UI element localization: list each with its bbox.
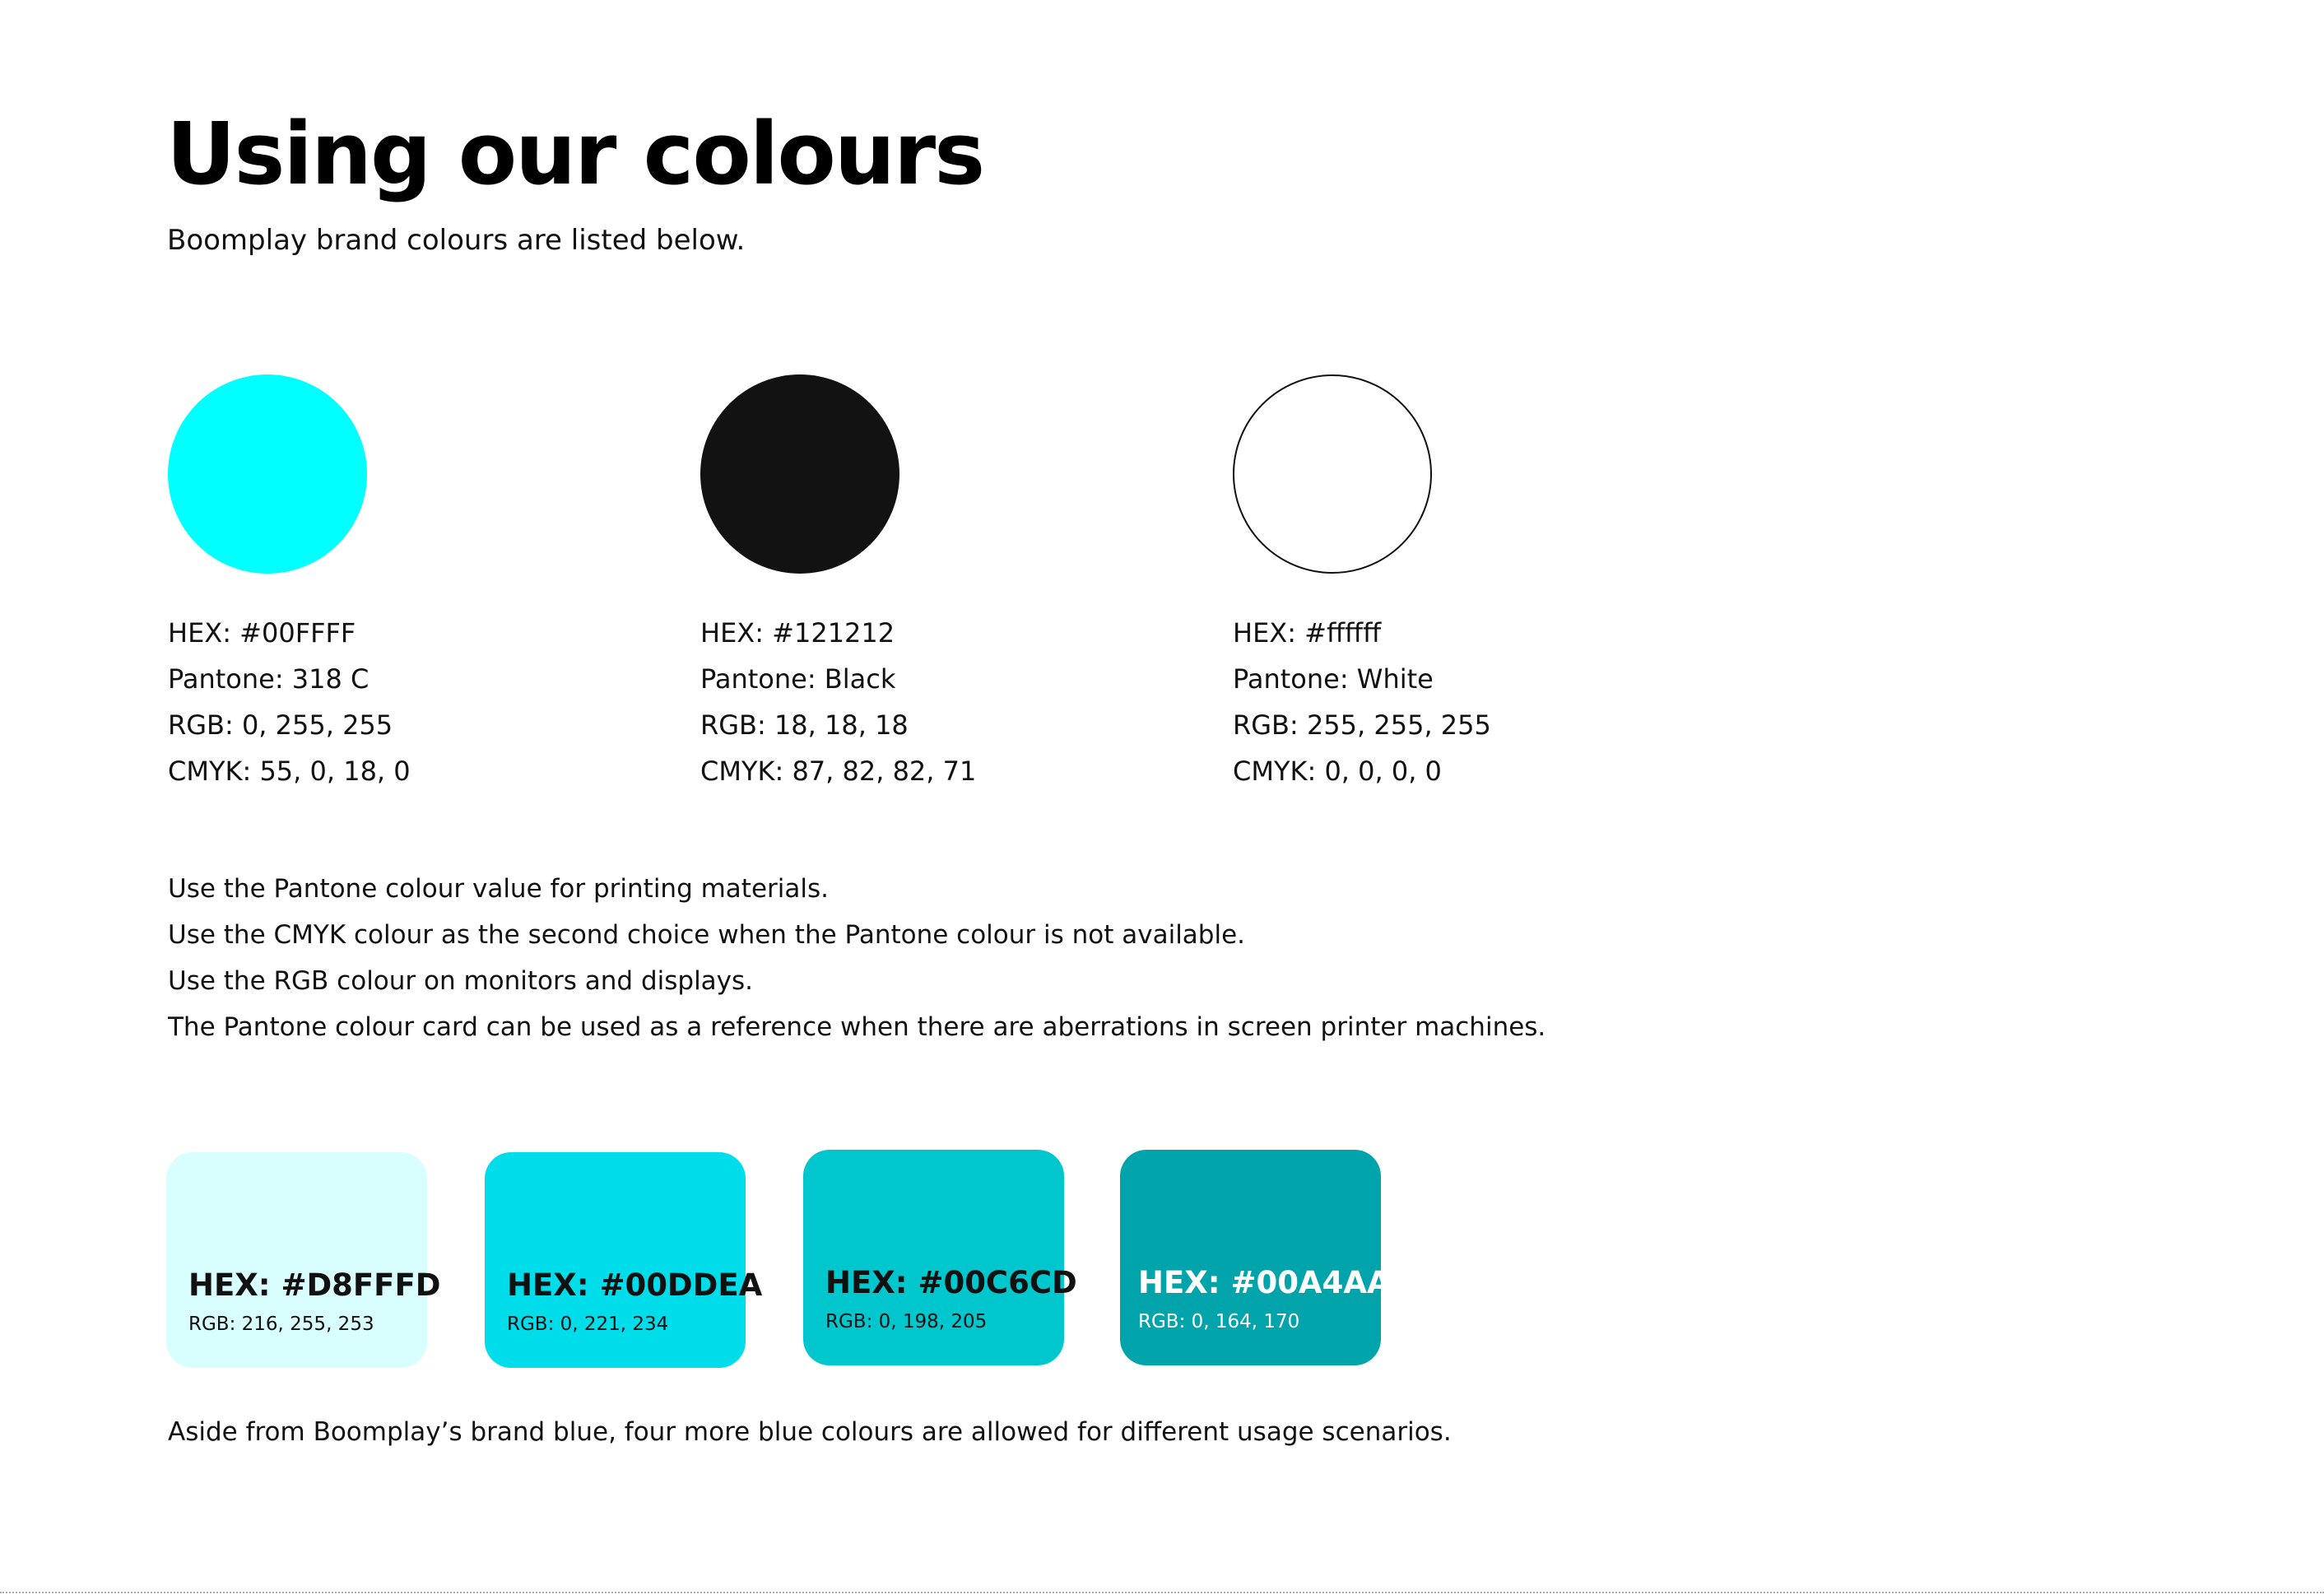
hex-value: HEX: #00FFFF: [168, 617, 356, 649]
colour-spec-list: [1233, 610, 1694, 794]
tint-hex-value: HEX: #00DDEA: [507, 1267, 763, 1303]
brand-colour-cyan: [168, 374, 629, 794]
page-divider: [0, 1592, 2324, 1593]
tints-footnote: Aside from Boomplay’s brand blue, four more blue colours are allowed for different usage scenarios.: [168, 1417, 1452, 1447]
tint-rgb-value: RGB: 0, 198, 205: [825, 1311, 988, 1332]
guideline-line: Use the Pantone colour value for printing materials.: [168, 874, 830, 904]
page-title: Using our colours: [166, 104, 984, 204]
brand-colour-black: [700, 374, 1161, 794]
page-subtitle: Boomplay brand colours are listed below.: [167, 224, 746, 257]
pantone-value: Pantone: 318 C: [168, 663, 370, 695]
cmyk-value: CMYK: 55, 0, 18, 0: [168, 756, 411, 787]
colour-swatch-circle: [1233, 374, 1432, 574]
tint-rgb-value: RGB: 0, 164, 170: [1138, 1311, 1300, 1332]
cmyk-value: CMYK: 0, 0, 0, 0: [1233, 756, 1442, 787]
rgb-value: RGB: 255, 255, 255: [1233, 709, 1491, 741]
pantone-value: Pantone: White: [1233, 663, 1434, 695]
tint-card: [803, 1150, 1077, 1365]
colour-swatch-circle: [168, 374, 367, 574]
colour-swatch-circle: [700, 374, 899, 574]
tint-hex-value: HEX: #00C6CD: [825, 1265, 1077, 1300]
rgb-value: RGB: 18, 18, 18: [700, 709, 909, 741]
colour-spec-list: [168, 610, 629, 794]
brand-colour-white: [1233, 374, 1694, 794]
guideline-line: Use the CMYK colour as the second choice when the Pantone colour is not available.: [168, 920, 1246, 950]
tint-hex-value: HEX: #D8FFFD: [188, 1267, 441, 1303]
usage-guidelines: [168, 866, 1545, 1050]
rgb-value: RGB: 0, 255, 255: [168, 709, 393, 741]
hex-value: HEX: #121212: [700, 617, 895, 649]
tint-card: [166, 1152, 441, 1368]
guideline-line: Use the RGB colour on monitors and displays.: [168, 966, 754, 996]
cmyk-value: CMYK: 87, 82, 82, 71: [700, 756, 977, 787]
tint-rgb-value: RGB: 0, 221, 234: [507, 1314, 669, 1335]
tint-rgb-value: RGB: 216, 255, 253: [188, 1314, 374, 1335]
guideline-line: The Pantone colour card can be used as a reference when there are aberrations in screen printer machines.: [168, 1012, 1546, 1042]
tint-card: [485, 1152, 763, 1368]
tint-hex-value: HEX: #00A4AA: [1138, 1265, 1391, 1300]
hex-value: HEX: #ffffff: [1233, 617, 1382, 649]
pantone-value: Pantone: Black: [700, 663, 896, 695]
tint-card: [1120, 1150, 1391, 1365]
colour-spec-list: [700, 610, 1161, 794]
